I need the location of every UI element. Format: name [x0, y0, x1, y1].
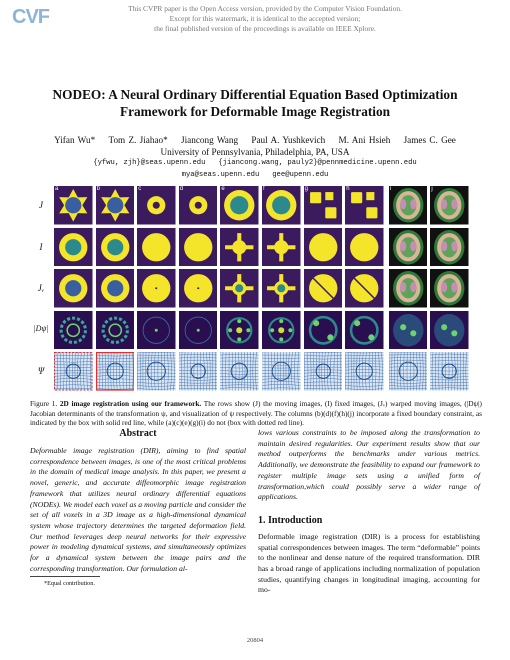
moving-image-cell — [345, 186, 384, 225]
column-label: f — [263, 186, 265, 192]
paper-title — [20, 86, 490, 120]
warped-image-cell — [54, 269, 93, 308]
jacobian-map-cell — [389, 311, 428, 350]
column-label: g — [304, 186, 308, 192]
warped-image-cell — [389, 269, 428, 308]
fixed-image-cell — [220, 228, 259, 267]
caption-text: The rows show (J) the moving images, (I) fixed images, (Jᵥ) warped moving images, (|Dψ|) Jacobian determinants of the transformation ψ, and visualization of ψ respectively. The columns (b)(d)(f)(h)(j) incorporate a fixed boundary constraint, as indicated by the box with solid red line, while (a)(c)(e)(g)(i) do not (box with dotted red line). — [30, 399, 482, 428]
watermark-line: the final published version of the proceedings is available on IEEE Xplore. — [154, 24, 376, 33]
fixed-image-cell — [430, 228, 469, 267]
column-label: i — [389, 186, 392, 192]
jacobian-map-graphic — [220, 311, 259, 350]
warped-image-graphic — [54, 269, 93, 308]
row-label: |Dψ| — [33, 324, 49, 333]
author: Yifan Wu* — [54, 135, 96, 145]
deformation-mesh-graphic — [220, 352, 259, 391]
moving-image-graphic — [220, 186, 259, 225]
moving-image-graphic — [345, 186, 384, 225]
warped-image-cell — [137, 269, 176, 308]
warped-image-graphic — [262, 269, 301, 308]
jacobian-map-graphic — [304, 311, 343, 350]
deformation-mesh-cell — [220, 352, 259, 391]
fixed-image-graphic — [262, 228, 301, 267]
page-number: 20804 — [246, 637, 264, 644]
deformation-mesh-cell — [262, 352, 301, 391]
deformation-mesh-graphic — [137, 352, 176, 391]
row-label: Jᵥ — [37, 283, 45, 293]
warped-image-cell — [96, 269, 135, 308]
fixed-image-graphic — [220, 228, 259, 267]
fixed-image-cell — [137, 228, 176, 267]
author: Tom Z. Jiahao* — [108, 135, 168, 145]
jacobian-map-graphic — [430, 311, 469, 350]
deformation-mesh-cell — [345, 352, 384, 391]
deformation-mesh-graphic — [54, 352, 93, 391]
deformation-mesh-cell — [96, 352, 135, 391]
moving-image-cell — [430, 186, 469, 225]
warped-image-graphic — [389, 269, 428, 308]
abstract-heading: Abstract — [119, 428, 157, 439]
fixed-image-cell — [179, 228, 218, 267]
warped-image-graphic — [96, 269, 135, 308]
moving-image-cell — [96, 186, 135, 225]
jacobian-map-cell — [430, 311, 469, 350]
fixed-image-cell — [304, 228, 343, 267]
footnote-text: *Equal contribution. — [44, 580, 95, 587]
fixed-image-graphic — [389, 228, 428, 267]
deformation-mesh-cell — [304, 352, 343, 391]
footnote — [30, 576, 246, 587]
deformation-mesh-cell — [430, 352, 469, 391]
authors-block — [10, 134, 500, 158]
author: Jiancong Wang — [181, 135, 239, 145]
jacobian-map-cell — [262, 311, 301, 350]
deformation-mesh-graphic — [262, 352, 301, 391]
fixed-image-graphic — [96, 228, 135, 267]
jacobian-map-graphic — [179, 311, 218, 350]
moving-image-graphic — [96, 186, 135, 225]
row-label: I — [39, 242, 43, 252]
moving-image-cell — [262, 186, 301, 225]
affiliation: University of Pennsylvania, Philadelphia, PA, USA — [160, 147, 350, 157]
caption-bold: 2D image registration using our framework. — [59, 399, 202, 408]
deformation-mesh-graphic — [96, 352, 135, 391]
column-label: b — [96, 186, 100, 192]
deformation-mesh-graphic — [179, 352, 218, 391]
footnote-rule — [30, 576, 100, 577]
jacobian-map-cell — [54, 311, 93, 350]
jacobian-map-graphic — [137, 311, 176, 350]
warped-image-graphic — [220, 269, 259, 308]
row-labels — [30, 186, 52, 396]
author: Paul A. Yushkevich — [251, 135, 326, 145]
column-label: h — [346, 186, 350, 192]
warped-image-graphic — [179, 269, 218, 308]
moving-image-graphic — [179, 186, 218, 225]
jacobian-map-graphic — [389, 311, 428, 350]
figure-grid — [54, 186, 484, 394]
warped-image-cell — [220, 269, 259, 308]
deformation-mesh-graphic — [304, 352, 343, 391]
fixed-image-graphic — [304, 228, 343, 267]
fixed-image-graphic — [430, 228, 469, 267]
deformation-mesh-graphic — [345, 352, 384, 391]
moving-image-cell — [389, 186, 428, 225]
jacobian-map-cell — [220, 311, 259, 350]
warped-image-graphic — [304, 269, 343, 308]
row-label: Ψ — [37, 366, 45, 376]
author-list — [10, 134, 500, 146]
fixed-image-cell — [54, 228, 93, 267]
figure-caption — [30, 399, 482, 428]
moving-image-cell — [137, 186, 176, 225]
moving-image-cell — [179, 186, 218, 225]
fixed-image-graphic — [179, 228, 218, 267]
deformation-mesh-graphic — [430, 352, 469, 391]
deformation-mesh-cell — [54, 352, 93, 391]
deformation-mesh-cell — [179, 352, 218, 391]
fixed-image-graphic — [137, 228, 176, 267]
jacobian-map-cell — [96, 311, 135, 350]
abstract-text-left: Deformable image registration (DIR), aiming to find spatial correspondence between images, is one of the most critical problems in the domain of medical image analysis. In this paper, we present a novel, generic, and accurate diffeomorphic image registration framework that utilizes neural ordinary differential equations (NODEs). We model each voxel as a moving particle and consider the set of all voxels in a 3D image as a high-dimensional dynamical system whose trajectory determines the targeted deformation field. Our method leverages deep neural networks for their expressive power in modeling dynamical systems, and simultaneously optimizes for a dynamical system between the image pairs and the corresponding transformation. Our formulation al- — [30, 446, 246, 573]
title-line: Framework for Deformable Image Registration — [119, 104, 391, 119]
email-line: mya@seas.upenn.edu gee@upenn.edu — [181, 171, 329, 179]
deformation-mesh-cell — [137, 352, 176, 391]
deformation-mesh-graphic — [389, 352, 428, 391]
warped-image-cell — [262, 269, 301, 308]
jacobian-map-graphic — [54, 311, 93, 350]
column-label: j — [431, 186, 433, 192]
row-label: J — [39, 200, 43, 210]
fixed-image-cell — [96, 228, 135, 267]
moving-image-graphic — [304, 186, 343, 225]
fixed-image-graphic — [54, 228, 93, 267]
watermark-line: This CVPR paper is the Open Access version, provided by the Computer Vision Foundation. — [128, 4, 402, 13]
moving-image-cell — [220, 186, 259, 225]
column-label: c — [138, 186, 142, 192]
figure-1 — [30, 186, 485, 396]
fixed-image-cell — [262, 228, 301, 267]
intro-text: Deformable image registration (DIR) is a process for establishing spatial correspondences between images. The term “deformable” points to the nonlinear and dense nature of the required transformation. DIR has a broad range of applications including normalization of population studies, quantifying changes in longitudinal imaging, accounting for mo- — [258, 531, 480, 595]
emails — [10, 157, 500, 181]
left-column — [30, 428, 246, 574]
jacobian-map-cell — [304, 311, 343, 350]
cvf-logo: CVF — [12, 6, 49, 28]
abstract-text-right: lows various constraints to be imposed along the transformation to maintain desired regularities. Our experiment results show that our method outperforms the benchmarks under various metrics. Additionally, we demonstrate the feasibility to expand our framework to register multiple image sets using a unified form of transformation,which could possibly serve a wider range of applications. — [258, 428, 480, 502]
jacobian-map-cell — [137, 311, 176, 350]
intro-heading: 1. Introduction — [258, 514, 323, 526]
column-label: e — [221, 186, 225, 192]
jacobian-map-cell — [345, 311, 384, 350]
jacobian-map-graphic — [345, 311, 384, 350]
jacobian-map-graphic — [262, 311, 301, 350]
title-line: NODEO: A Neural Ordinary Differential Equation Based Optimization — [52, 87, 458, 102]
caption-label: Figure 1. — [30, 399, 58, 408]
warped-image-cell — [345, 269, 384, 308]
fixed-image-cell — [389, 228, 428, 267]
email-line: {yfwu, zjh}@seas.upenn.edu {jiancong.wang, pauly2}@pennmedicine.upenn.edu — [93, 159, 417, 167]
moving-image-cell — [304, 186, 343, 225]
warped-image-cell — [430, 269, 469, 308]
jacobian-map-graphic — [96, 311, 135, 350]
warped-image-cell — [179, 269, 218, 308]
author: M. Ani Hsieh — [338, 135, 391, 145]
moving-image-graphic — [137, 186, 176, 225]
warped-image-graphic — [430, 269, 469, 308]
right-column — [258, 428, 480, 596]
warped-image-cell — [304, 269, 343, 308]
column-label: a — [55, 186, 59, 192]
column-label: d — [179, 186, 184, 192]
author: James C. Gee — [403, 135, 456, 145]
watermark-line: Except for this watermark, it is identical to the accepted version; — [169, 14, 361, 23]
watermark — [100, 4, 430, 34]
deformation-mesh-cell — [389, 352, 428, 391]
moving-image-cell — [54, 186, 93, 225]
moving-image-graphic — [430, 186, 469, 225]
jacobian-map-cell — [179, 311, 218, 350]
moving-image-graphic — [262, 186, 301, 225]
moving-image-graphic — [54, 186, 93, 225]
moving-image-graphic — [389, 186, 428, 225]
warped-image-graphic — [345, 269, 384, 308]
fixed-image-cell — [345, 228, 384, 267]
warped-image-graphic — [137, 269, 176, 308]
fixed-image-graphic — [345, 228, 384, 267]
